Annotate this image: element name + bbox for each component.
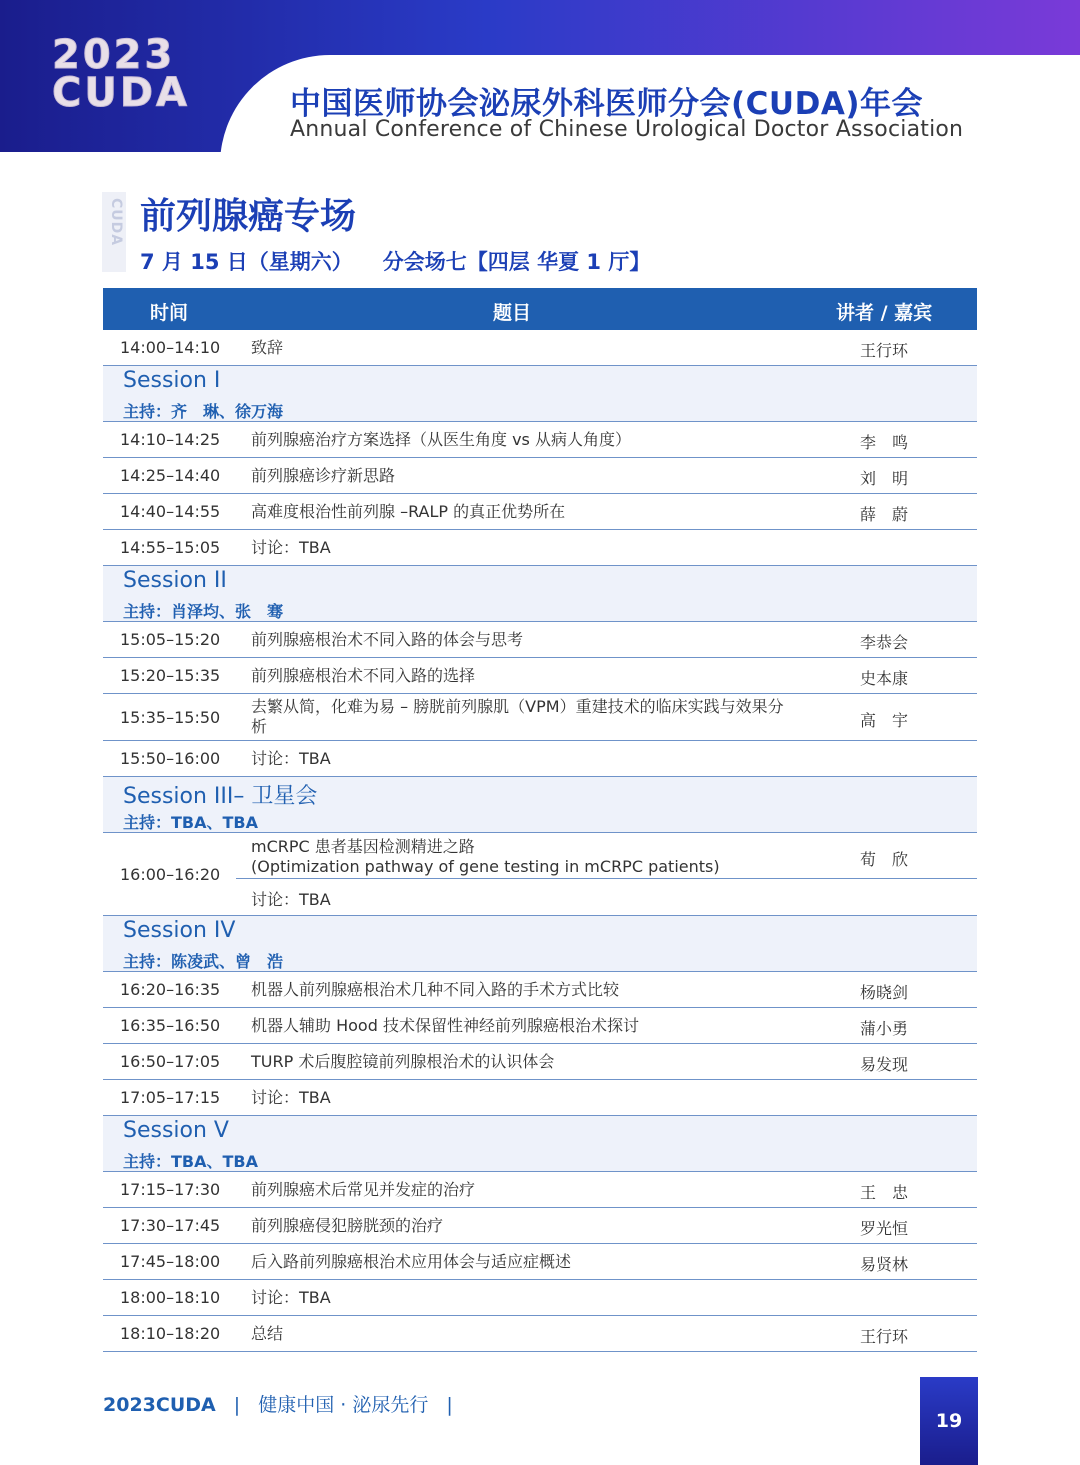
table-row	[103, 1080, 977, 1116]
topic-line-en: (Optimization pathway of gene testing in mCRPC patients)	[251, 857, 720, 876]
row-time: 18:10–18:20	[120, 1324, 221, 1343]
header-speaker: 讲者 / 嘉宾	[836, 302, 933, 324]
row-speaker: 刘 明	[860, 469, 909, 488]
session-name: Session II	[123, 568, 227, 593]
table-row	[103, 972, 977, 1008]
row-time: 17:05–17:15	[120, 1088, 221, 1107]
session-header	[103, 916, 977, 972]
page-number: 19	[920, 1377, 978, 1465]
session-name: Session V	[123, 1118, 229, 1143]
row-speaker: 王行环	[860, 1327, 909, 1346]
row-topic: 前列腺癌治疗方案选择（从医生角度 vs 从病人角度）	[251, 430, 631, 449]
header-time: 时间	[150, 302, 189, 324]
row-time: 14:00–14:10	[120, 338, 221, 357]
row-speaker: 易贤林	[860, 1255, 909, 1274]
table-row	[103, 494, 977, 530]
schedule-table	[103, 288, 977, 1352]
row-topic: 讨论：TBA	[251, 890, 331, 909]
footer-brand: 2023CUDA	[103, 1394, 216, 1416]
logo-text: CUDA	[52, 70, 190, 116]
table-row	[103, 1172, 977, 1208]
footer	[103, 1390, 465, 1417]
row-topic: 前列腺癌侵犯膀胱颈的治疗	[251, 1216, 444, 1235]
row-speaker: 高 宇	[860, 711, 909, 730]
row-topic: 讨论：TBA	[251, 1288, 331, 1307]
row-speaker: 李恭会	[860, 633, 909, 652]
row-time: 16:35–16:50	[120, 1016, 221, 1035]
row-time: 14:40–14:55	[120, 502, 221, 521]
session-header	[103, 777, 977, 833]
table-row	[103, 458, 977, 494]
session-header	[103, 366, 977, 422]
table-row	[103, 694, 977, 741]
row-topic: 总结	[251, 1324, 284, 1343]
header-topic: 题目	[493, 302, 532, 324]
topic-line-cn: mCRPC 患者基因检测精进之路	[251, 837, 475, 856]
row-topic: 后入路前列腺癌根治术应用体会与适应症概述	[251, 1252, 572, 1271]
table-row	[103, 1280, 977, 1316]
row-speaker: 罗光恒	[860, 1219, 909, 1238]
row-topic: 讨论：TBA	[251, 538, 331, 557]
session-name: Session I	[123, 368, 221, 393]
row-topic: TURP 术后腹腔镜前列腺根治术的认识体会	[251, 1052, 555, 1071]
session-name: Session IV	[123, 918, 236, 943]
session-host: 主持：TBA、TBA	[123, 813, 258, 832]
row-topic: 致辞	[251, 338, 284, 357]
row-topic: 机器人辅助 Hood 技术保留性神经前列腺癌根治术探讨	[251, 1016, 639, 1035]
row-time: 14:55–15:05	[120, 538, 221, 557]
table-row	[103, 530, 977, 566]
conference-title-cn: 中国医师协会泌尿外科医师分会(CUDA)年会	[290, 86, 923, 122]
conference-title-en: Annual Conference of Chinese Urological Doctor Association	[290, 117, 964, 142]
row-speaker: 荀 欣	[860, 850, 909, 869]
row-time: 16:50–17:05	[120, 1052, 221, 1071]
row-time: 17:45–18:00	[120, 1252, 221, 1271]
row-topic: 前列腺癌根治术不同入路的体会与思考	[251, 630, 524, 649]
row-topic: 高难度根治性前列腺 –RALP 的真正优势所在	[251, 502, 566, 521]
table-row	[103, 1244, 977, 1280]
table-row	[103, 1208, 977, 1244]
row-time: 15:20–15:35	[120, 666, 221, 685]
row-time: 15:50–16:00	[120, 749, 221, 768]
row-time: 17:15–17:30	[120, 1180, 221, 1199]
row-topic: 讨论：TBA	[251, 1088, 331, 1107]
row-topic: 讨论：TBA	[251, 749, 331, 768]
session-header	[103, 1116, 977, 1172]
row-time: 16:00–16:20	[120, 865, 221, 884]
row-time: 18:00–18:10	[120, 1288, 221, 1307]
section-date-venue	[140, 246, 650, 276]
table-row	[103, 622, 977, 658]
table-row	[103, 658, 977, 694]
footer-separator: |	[233, 1394, 241, 1416]
section-date: 7 月 15 日（星期六）	[140, 250, 353, 274]
row-speaker: 蒲小勇	[860, 1019, 909, 1038]
row-topic: 机器人前列腺癌根治术几种不同入路的手术方式比较	[251, 980, 620, 999]
session-name: Session III– 卫星会	[123, 784, 318, 809]
row-topic: 前列腺癌根治术不同入路的选择	[251, 666, 476, 685]
row-topic: 前列腺癌诊疗新思路	[251, 466, 396, 485]
table-row	[103, 1008, 977, 1044]
cuda-logo	[52, 32, 202, 116]
row-time: 15:05–15:20	[120, 630, 221, 649]
row-time: 14:25–14:40	[120, 466, 221, 485]
session-host: 主持：TBA、TBA	[123, 1152, 258, 1171]
row-speaker: 王 忠	[860, 1183, 909, 1202]
row-time: 14:10–14:25	[120, 430, 221, 449]
row-time: 17:30–17:45	[120, 1216, 221, 1235]
session-host: 主持：肖泽均、张 骞	[123, 602, 284, 621]
footer-separator: |	[446, 1394, 453, 1416]
row-speaker: 史本康	[860, 669, 909, 688]
section-venue: 分会场七【四层 华夏 1 厅】	[382, 250, 651, 274]
satellite-block	[103, 833, 977, 916]
row-time: 15:35–15:50	[120, 708, 221, 727]
row-topic: 去繁从简，化难为易 – 膀胱前列腺肌（VPM）重建技术的临床实践与效果分析	[251, 697, 784, 736]
row-speaker: 杨晓剑	[860, 983, 909, 1002]
session-header	[103, 566, 977, 622]
logo-year: 2023	[52, 32, 176, 78]
row-topic	[251, 837, 720, 877]
table-row	[103, 330, 977, 366]
session-host: 主持：齐 琳、徐万海	[123, 402, 284, 421]
row-topic: 前列腺癌术后常见并发症的治疗	[251, 1180, 476, 1199]
row-speaker: 薛 蔚	[860, 505, 909, 524]
table-row	[103, 1316, 977, 1352]
side-watermark-text: CUDA	[108, 198, 124, 247]
row-speaker: 易发现	[860, 1055, 909, 1074]
table-header	[103, 288, 977, 330]
table-row	[103, 741, 977, 777]
row-time: 16:20–16:35	[120, 980, 221, 999]
row-divider	[236, 878, 977, 879]
footer-slogan: 健康中国 · 泌尿先行	[258, 1394, 429, 1416]
table-row	[103, 422, 977, 458]
side-watermark	[102, 192, 126, 272]
table-row	[103, 1044, 977, 1080]
row-speaker: 李 鸣	[860, 433, 909, 452]
row-speaker: 王行环	[860, 341, 909, 360]
section-title: 前列腺癌专场	[140, 196, 357, 237]
session-host: 主持：陈凌武、曾 浩	[123, 952, 284, 971]
